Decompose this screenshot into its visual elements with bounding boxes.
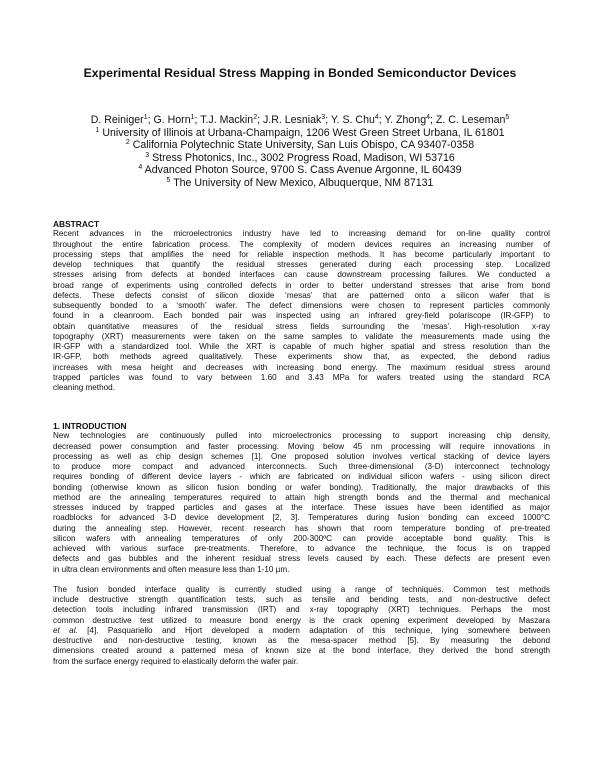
text-line: destructive and non-destructive testing, known as the mesa-spacer method [5]. By measuring the debond [53, 636, 550, 645]
affiliation-mark: 4 [426, 114, 430, 121]
text-line: dimensions created around a patterned mesa of known size at the bond interface, they derived the bond strength [53, 646, 550, 656]
text-line: develop techniques that quantify the residual stresses generated during each processing step. Localized [53, 260, 550, 269]
text-line: requires bonding of different device layers - which are fabricated on individual silicon wafers - using silicon direct [53, 472, 550, 482]
affiliation-mark: 4 [374, 114, 379, 121]
text-line: from the surface energy required to elastically deform the wafer pair. [53, 656, 299, 666]
text-line: include destructive strength quantification tests, such as tensile and bending tests, and non-destructive defect [53, 595, 550, 604]
affiliation-text: University of Illinois at Urbana-Champaign, 1206 West Green Street Urbana, IL 61801 [99, 126, 505, 139]
abstract-heading: ABSTRACT [53, 219, 100, 229]
text-line: IR-GFP, both methods agreed qualitatively. These experiments show that, as expected, the debond radius [53, 352, 550, 362]
text-line: obtain quantitative measures of the residual stress fields surrounding the ‘mesas’. High-resolution x-ray [53, 321, 550, 331]
affiliation-5 [20, 177, 580, 190]
author-list [20, 114, 580, 127]
text-line: roadblocks for advanced 3-D device development [2, 3]. Temperatures during fusion bonding can exceed 1000°C [53, 513, 550, 523]
affiliation-number: 1 [95, 126, 100, 134]
text-line: stresses induced by trapped particles and gases at the interface. These issues have been identified as major [53, 503, 550, 512]
affiliation-1 [20, 127, 580, 140]
text-line: found in a cleanroom. Each bonded pair was inspected using an infrared grey-field polariscope (IR-GFP) to [53, 311, 550, 321]
affiliation-number: 5 [166, 176, 171, 184]
text-line: common destructive test utilized to measure bond energy is the crack opening experiment developed by Maszara [53, 615, 550, 625]
text-line: processing steps that amplifies the need for reliable inspection methods. It has become particularly important to [53, 249, 550, 259]
author-name: ; Y. Zhong [378, 114, 427, 126]
affiliation-3 [20, 152, 580, 165]
text-line: defects. These defects consist of silicon dioxide ‘mesas’ that are patterned onto a silicon wafer that is [53, 290, 550, 300]
text-line: cleaning method. [53, 383, 115, 392]
line-text: [4]. Pasquariello and Hjort developed a modern adaptation of this technique, lying somewhere between [77, 625, 550, 635]
text-line: in ultra clean environments and often measure less than 1-10 µm. [53, 564, 290, 574]
affiliation-2 [20, 139, 580, 152]
author-name: ; Z. C. Leseman [430, 114, 506, 126]
text-line: stresses arising from defects at bonded interfaces can cause downstream processing failures. We conducted a [53, 270, 550, 280]
text-line: processing as well as chip design schemes [1]. One proposed solution involves vertical stacking of device layers [53, 451, 550, 461]
italic-citation: et al. [53, 625, 78, 635]
introduction-paragraph-1 [53, 431, 550, 575]
author-block [20, 114, 580, 190]
text-line: increases with mesa height and decreases with increasing bond energy. The maximum residual stress around [53, 362, 550, 372]
text-line: broad range of experiments using controlled defects in order to better understand stresses that arise from bond [53, 280, 550, 290]
author-name: ; T.J. Mackin [194, 114, 254, 126]
affiliation-4 [20, 164, 580, 177]
text-line: decreased power consumption and faster processing. Moving below 45 nm processing will require innovations in [53, 441, 550, 451]
affiliation-text: Stress Photonics, Inc., 3002 Progress Road, Madison, WI 53716 [149, 151, 455, 164]
text-line: IR-GFP with a standardized tool. While the XRT is capable of much higher spatial and stress resolution than the [53, 342, 550, 351]
affiliation-text: Advanced Photon Source, 9700 S. Cass Avenue Argonne, IL 60439 [142, 164, 462, 177]
abstract-body [53, 229, 550, 393]
affiliation-number: 2 [125, 139, 130, 147]
affiliation-mark: 1 [143, 114, 148, 121]
author-name: ; G. Horn [147, 114, 191, 126]
abstract-section [53, 219, 550, 393]
paper-title: Experimental Residual Stress Mapping in Bonded Semiconductor Devices [83, 66, 517, 80]
text-line: during the annealing step. However, recent research has shown that room temperature bonding of pre-treated [53, 523, 550, 533]
introduction-paragraph-2 [53, 585, 550, 667]
text-line: silicon wafers with annealing temperatures of only 200-300ºC can provide acceptable bond quality. This is [53, 533, 550, 543]
affiliation-text: California Polytechnic State University, San Luis Obispo, CA 93407-0358 [129, 139, 475, 152]
affiliation-mark: 1 [190, 114, 195, 121]
text-line: New technologies are continuously pulled into microelectronics processing to support increasing chip density, [53, 431, 550, 441]
text-line: method are the annealing temperatures required to attain high strength bonds and the thermal and mechanical [53, 492, 550, 502]
text-line: Recent advances in the microelectronics industry have led to increasing demand for on-line quality control [53, 229, 550, 239]
author-name: D. Reiniger [90, 114, 144, 126]
text-line: bonding (otherwise known as silicon fusion bonding or wafer bonding). Traditionally, the major drawbacks of this [53, 482, 550, 492]
text-line: The fusion bonded interface quality is currently studied using a range of techniques. Common test methods [53, 584, 550, 594]
text-line: defects and gas bubbles and the inherent residual stress levels caused by each. These defects are present even [53, 554, 550, 564]
text-line: topography (XRT) measurements were taken on the same samples to validate the measurements made using the [53, 331, 550, 341]
affiliation-mark: 2 [253, 114, 258, 121]
text-line: detection tools including infrared transmission (IRT) and x-ray topography (XRT) techniques. Perhaps the most [53, 605, 550, 615]
affiliation-number: 4 [138, 164, 143, 172]
text-line: throughout the entire fabrication process. The complexity of modern devices requires an increasing number of [53, 239, 550, 249]
introduction-section [53, 421, 550, 667]
paragraph-2-line [53, 626, 550, 636]
affiliation-mark: 3 [321, 114, 326, 121]
author-name: ; Y. S. Chu [325, 114, 375, 126]
affiliation-mark: 5 [505, 114, 510, 121]
text-line: achieved with various surface pre-treatments. Therefore, to advance the technique, the focus is on trapped [53, 544, 550, 553]
text-line: subsequently bonded to a ‘smooth’ wafer. The defect dimensions were chosen to represent particles commonly [53, 301, 550, 310]
text-line: to produce more compact and advanced interconnects. Such three-dimensional (3-D) interconnect technology [53, 462, 550, 471]
paragraph-2-lines-b [53, 636, 550, 667]
affiliation-text: The University of New Mexico, Albuquerque, NM 87131 [170, 176, 434, 189]
text-line: trapped particles was found to vary between 1.60 and 3.43 MPa for wafers treated using the standard RCA [53, 372, 550, 382]
affiliation-number: 3 [145, 151, 150, 159]
paragraph-2-lines-a [53, 585, 550, 626]
author-name: ; J.R. Lesniak [257, 114, 322, 126]
introduction-heading: 1. INTRODUCTION [53, 421, 127, 431]
paragraph-gap [53, 575, 550, 585]
